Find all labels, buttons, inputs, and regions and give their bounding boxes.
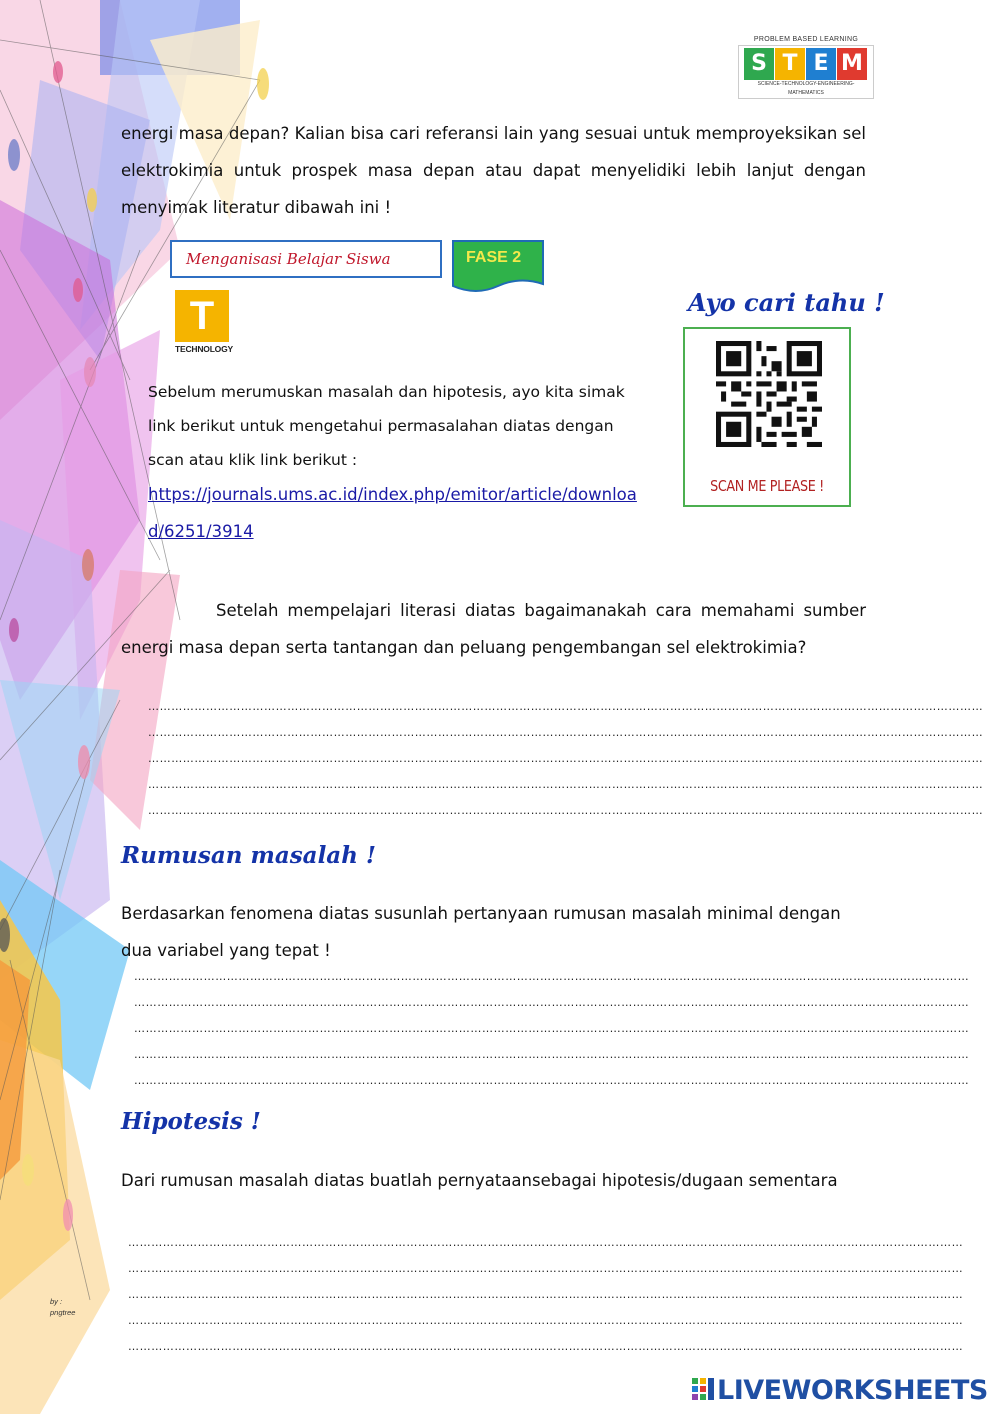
answer-area-rumusan[interactable] <box>134 970 970 1100</box>
article-link[interactable] <box>148 476 668 550</box>
answer-line[interactable]: ……………………………………………………………………………………………………………………………………………………………………………………………… <box>148 804 984 817</box>
intro-paragraph: energi masa depan? Kalian bisa cari referansi lain yang sesuai untuk memproyeksikan sel elektrokimia untuk prospek masa depan atau dapat menyelidiki lebih lanjut dengan menyimak literatur dibawah ini ! <box>121 124 866 217</box>
scan-me-label: SCAN ME PLEASE ! <box>710 477 824 495</box>
answer-line[interactable]: ……………………………………………………………………………………………………………………………………………………………………………………………… <box>134 970 970 983</box>
answer-line[interactable]: ……………………………………………………………………………………………………………………………………………………………………………………………… <box>128 1288 964 1301</box>
stem-letter-m: M <box>837 48 867 80</box>
liveworksheets-logo[interactable] <box>692 1374 988 1406</box>
stem-logo-top-label: PROBLEM BASED LEARNING <box>753 36 859 43</box>
hipotesis-paragraph: Dari rumusan masalah diatas buatlah pernyataansebagai hipotesis/dugaan sementara <box>121 1171 838 1190</box>
technology-badge <box>175 290 231 360</box>
stem-logo-subtitle: SCIENCE-TECHNOLOGY-ENGINEERING-MATHEMATICS <box>757 81 855 96</box>
answer-line[interactable]: ……………………………………………………………………………………………………………………………………………………………………………………………… <box>128 1340 964 1353</box>
article-link-line-2[interactable]: d/6251/3914 <box>148 522 254 541</box>
answer-area-question[interactable] <box>148 700 984 830</box>
answer-line[interactable]: ……………………………………………………………………………………………………………………………………………………………………………………………… <box>134 1074 970 1087</box>
stem-letter-s: S <box>744 48 774 80</box>
answer-line[interactable]: ……………………………………………………………………………………………………………………………………………………………………………………………… <box>148 700 984 713</box>
answer-line[interactable]: ……………………………………………………………………………………………………………………………………………………………………………………………… <box>148 778 984 791</box>
stem-logo <box>738 36 874 102</box>
phase-label-box <box>170 240 442 278</box>
lookup-title: Ayo cari tahu ! <box>688 288 885 317</box>
answer-line[interactable]: ……………………………………………………………………………………………………………………………………………………………………………………………… <box>134 1022 970 1035</box>
link-instruction: Sebelum merumuskan masalah dan hipotesis, ayo kita simak link berikut untuk mengetahui permasalahan diatas dengan scan atau klik link berikut : <box>148 383 625 469</box>
image-credit <box>50 1296 75 1318</box>
qr-code-box[interactable] <box>683 327 851 507</box>
article-link-line-1[interactable]: https://journals.ums.ac.id/index.php/emitor/article/downloa <box>148 485 637 504</box>
phase-badge-label: FASE 2 <box>466 249 522 266</box>
rumusan-title: Rumusan masalah ! <box>121 842 377 869</box>
answer-line[interactable]: ……………………………………………………………………………………………………………………………………………………………………………………………… <box>134 1048 970 1061</box>
stem-letter-e: E <box>806 48 836 80</box>
answer-line[interactable]: ……………………………………………………………………………………………………………………………………………………………………………………………… <box>134 996 970 1009</box>
answer-line[interactable]: ……………………………………………………………………………………………………………………………………………………………………………………………… <box>148 726 984 739</box>
answer-area-hipotesis[interactable] <box>128 1236 964 1366</box>
answer-line[interactable]: ……………………………………………………………………………………………………………………………………………………………………………………………… <box>148 752 984 765</box>
liveworksheets-brand: LIVEWORKSHEETS <box>717 1374 988 1406</box>
phase-label: Menganisasi Belajar Siswa <box>186 250 391 268</box>
stem-letter-t: T <box>775 48 805 80</box>
answer-line[interactable]: ……………………………………………………………………………………………………………………………………………………………………………………………… <box>128 1314 964 1327</box>
qr-code-icon <box>716 341 822 447</box>
rumusan-paragraph: Berdasarkan fenomena diatas susunlah pertanyaan rumusan masalah minimal dengan dua variabel yang tepat ! <box>121 904 841 960</box>
technology-letter: T <box>175 290 229 342</box>
technology-caption: TECHNOLOGY <box>175 344 233 354</box>
liveworksheets-grid-icon <box>692 1378 714 1402</box>
answer-line[interactable]: ……………………………………………………………………………………………………………………………………………………………………………………………… <box>128 1262 964 1275</box>
image-credit-line-2: pngtree <box>50 1308 76 1317</box>
phase-badge <box>452 240 544 292</box>
question-paragraph: Setelah mempelajari literasi diatas bagaimanakah cara memahami sumber energi masa depan serta tantangan dan peluang pengembangan sel elektrokimia? <box>121 601 866 657</box>
answer-line[interactable]: ……………………………………………………………………………………………………………………………………………………………………………………………… <box>128 1236 964 1249</box>
hipotesis-title: Hipotesis ! <box>121 1108 261 1135</box>
image-credit-line-1: by : <box>50 1297 63 1306</box>
